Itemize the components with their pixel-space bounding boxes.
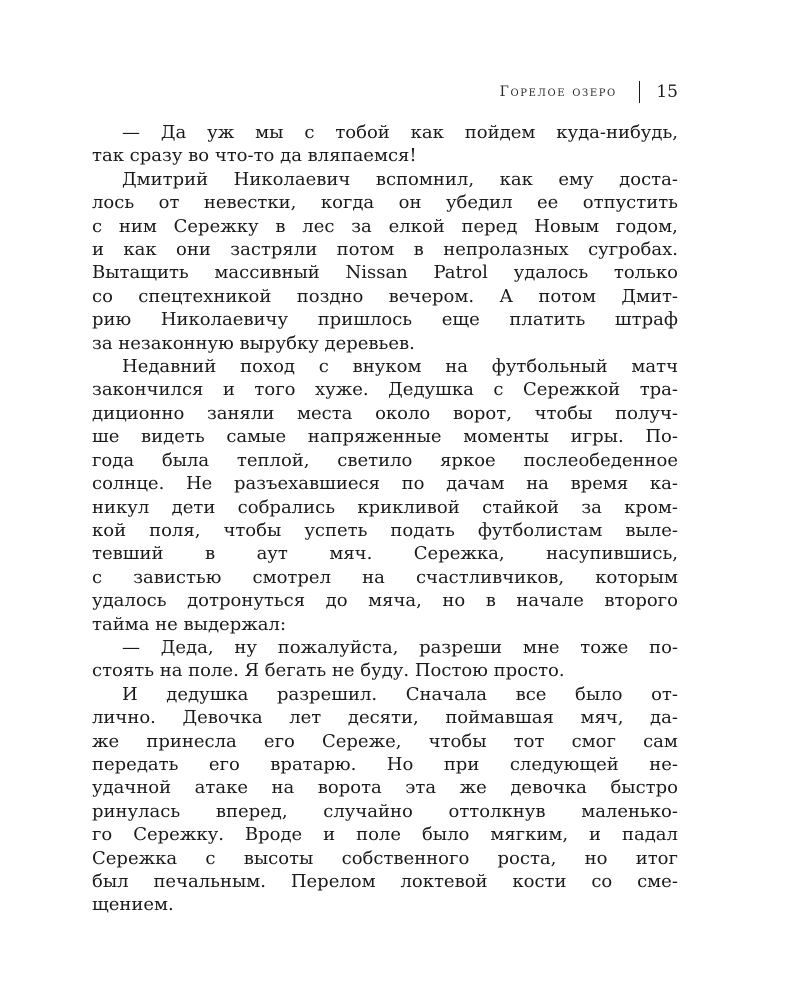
text-line: лось от невестки, когда он убедил ее отпустить [92,192,678,214]
text-line: го Сережку. Вроде и поле было мягким, и падал [92,824,678,846]
text-line: за незаконную вырубку деревьев. [92,332,415,354]
text-line: тайма не выдержал: [92,613,287,635]
text-line: Вытащить массивный Nissan Patrol удалось только [92,262,678,284]
page-number: 15 [656,82,678,102]
paragraph [92,121,678,168]
text-line: был печальным. Перелом локтевой кости со сме- [92,871,678,892]
text-line: тевший в аут мяч. Сережка, насупившись, [92,543,678,565]
paragraph [92,168,678,355]
running-title: Горелое озеро [499,84,617,100]
text-line: и как они застряли потом в непролазных сугробах. [92,239,678,261]
text-line: рию Николаевичу пришлось еще платить штраф [92,309,678,331]
text-line: — Да уж мы с тобой как пойдем куда-нибудь, [122,122,678,143]
text-line: со спецтехникой поздно вечером. А потом Дмит- [92,285,678,307]
paragraph [92,636,678,683]
running-head [92,80,678,104]
text-line: года была теплой, светило яркое послеобеденное [92,449,678,471]
body-text [92,121,678,917]
text-line: солнце. Не разъехавшиеся по дачам на время ка- [92,473,678,495]
text-line: закончился и того хуже. Дедушка с Сережкой тра- [92,379,678,401]
text-line: кой поля, чтобы успеть подать футболистам выле- [92,519,678,541]
paragraph [92,355,678,636]
text-line: — Деда, ну пожалуйста, разреши мне тоже по- [122,636,678,658]
text-line: Сережка с высоты собственного роста, но итог [92,847,678,869]
text-line: удачной атаке на ворота эта же девочка быстро [92,777,678,799]
text-line: Дмитрий Николаевич вспомнил, как ему доста- [122,168,678,190]
text-line: Недавний поход с внуком на футбольный матч [122,356,678,378]
text-line: щением. [92,894,174,916]
text-line: лично. Девочка лет десяти, поймавшая мяч, да- [92,707,678,729]
paragraph [92,683,678,917]
text-line: ринулась вперед, случайно оттолкнув маленько- [92,800,678,822]
text-line: ше видеть самые напряженные моменты игры. По- [92,426,678,448]
text-line: так сразу во что-то да вляпаемся! [92,145,417,167]
text-line: с завистью смотрел на счастливчиков, которым [92,566,678,588]
text-line: передать его вратарю. Но при следующей не- [92,753,678,775]
text-line: И дедушка разрешил. Сначала все было от- [122,683,678,705]
text-line: же принесла его Сереже, чтобы тот смог сам [92,730,678,752]
header-divider [639,81,641,103]
text-line: стоять на поле. Я бегать не буду. Постою просто. [92,660,565,682]
text-line: никул дети собрались крикливой стайкой за кром- [92,496,678,518]
text-line: удалось дотронуться до мяча, но в начале второго [92,590,678,612]
text-line: диционно заняли места около ворот, чтобы получ- [92,402,678,424]
text-line: с ним Сережку в лес за елкой перед Новым годом, [92,215,678,237]
